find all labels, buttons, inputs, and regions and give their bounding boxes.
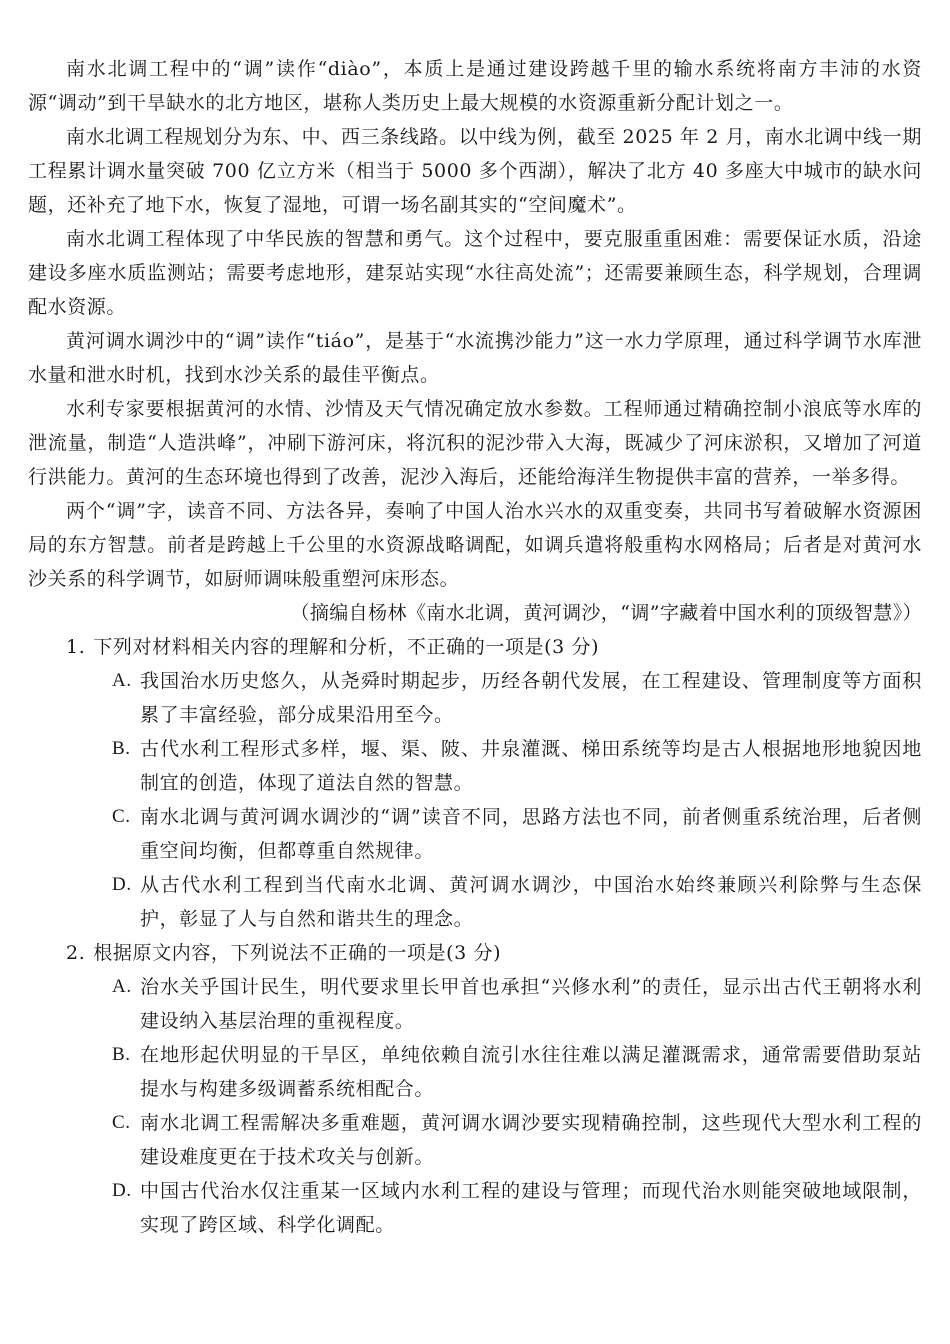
option-letter: C. [112,806,131,827]
option-text: 我国治水历史悠久，从尧舜时期起步，历经各朝代发展，在工程建设、管理制度等方面积累了丰富经验，部分成果沿用至今。 [140,670,922,726]
option-d [112,1174,922,1242]
option-text: 南水北调与黄河调水调沙的“调”读音不同，思路方法也不同，前者侧重系统治理，后者侧重空间均衡，但都尊重自然规律。 [140,806,922,862]
option-letter: B. [112,1044,131,1065]
passage-paragraph: 黄河调水调沙中的“调”读作“tiáo”，是基于“水流携沙能力”这一水力学原理，通过科学调节水库泄水量和泄水时机，找到水沙关系的最佳平衡点。 [28,330,922,386]
option-text: 古代水利工程形式多样，堰、渠、陂、井泉灌溉、梯田系统等均是古人根据地形地貌因地制宜的创造，体现了道法自然的智慧。 [140,738,922,794]
option-b [112,732,922,800]
option-letter: C. [112,1112,131,1133]
question-text: 根据原文内容，下列说法不正确的一项是(3 分) [93,942,502,964]
option-d [112,868,922,936]
option-c [112,800,922,868]
option-c [112,1106,922,1174]
passage-paragraph: 水利专家要根据黄河的水情、沙情及天气情况确定放水参数。工程师通过精确控制小浪底等水库的泄流量，制造“人造洪峰”，冲刷下游河床，将沉积的泥沙带入大海，既减少了河床淤积，又增加了河道行洪能力。黄河的生态环境也得到了改善，泥沙入海后，还能给海洋生物提供丰富的营养，一举多得。 [28,398,922,488]
question-2 [28,936,922,1242]
passage-paragraph: 南水北调工程体现了中华民族的智慧和勇气。这个过程中，要克服重重困难：需要保证水质，沿途建设多座水质监测站；需要考虑地形，建泵站实现“水往高处流”；还需要兼顾生态，科学规划，合理调配水资源。 [28,228,922,318]
option-text: 从古代水利工程到当代南水北调、黄河调水调沙，中国治水始终兼顾兴利除弊与生态保护，彰显了人与自然和谐共生的理念。 [140,874,922,930]
option-letter: D. [112,874,132,895]
question-stem [66,630,922,664]
option-text: 中国古代治水仅注重某一区域内水利工程的建设与管理；而现代治水则能突破地域限制，实现了跨区域、科学化调配。 [140,1180,922,1236]
option-text: 治水关乎国计民生，明代要求里长甲首也承担“兴修水利”的责任，显示出古代王朝将水利建设纳入基层治理的重视程度。 [140,976,922,1032]
question-1 [28,630,922,936]
exam-page [28,52,922,1242]
option-text: 南水北调工程需解决多重难题，黄河调水调沙要实现精确控制，这些现代大型水利工程的建设难度更在于技术攻关与创新。 [140,1112,922,1168]
passage-source: （摘编自杨林《南水北调，黄河调沙，“调”字藏着中国水利的顶级智慧》） [290,602,922,624]
question-stem [66,936,922,970]
option-a [112,970,922,1038]
option-a [112,664,922,732]
passage-paragraph: 南水北调工程规划分为东、中、西三条线路。以中线为例，截至 2025 年 2 月，南水北调中线一期工程累计调水量突破 700 亿立方米（相当于 5000 多个西湖），解决了北方 40 多座大中城市的缺水问题，还补充了地下水，恢复了湿地，可谓一场名副其实的“空间魔术”。 [28,126,922,216]
passage-paragraph: 南水北调工程中的“调”读作“diào”，本质上是通过建设跨越千里的输水系统将南方丰沛的水资源“调动”到干旱缺水的北方地区，堪称人类历史上最大规模的水资源重新分配计划之一。 [28,58,922,114]
option-letter: B. [112,738,131,759]
question-number: 1. [66,636,86,658]
option-letter: A. [112,976,132,997]
question-number: 2. [66,942,86,964]
option-text: 在地形起伏明显的干旱区，单纯依赖自流引水往往难以满足灌溉需求，通常需要借助泵站提水与构建多级调蓄系统相配合。 [140,1044,922,1100]
option-letter: A. [112,670,132,691]
question-text: 下列对材料相关内容的理解和分析，不正确的一项是(3 分) [93,636,600,658]
passage-paragraph: 两个“调”字，读音不同、方法各异，奏响了中国人治水兴水的双重变奏，共同书写着破解水资源困局的东方智慧。前者是跨越上千公里的水资源战略调配，如调兵遣将般重构水网格局；后者是对黄河水沙关系的科学调节，如厨师调味般重塑河床形态。 [28,500,922,590]
option-b [112,1038,922,1106]
reading-passage [28,52,922,630]
option-letter: D. [112,1180,132,1201]
